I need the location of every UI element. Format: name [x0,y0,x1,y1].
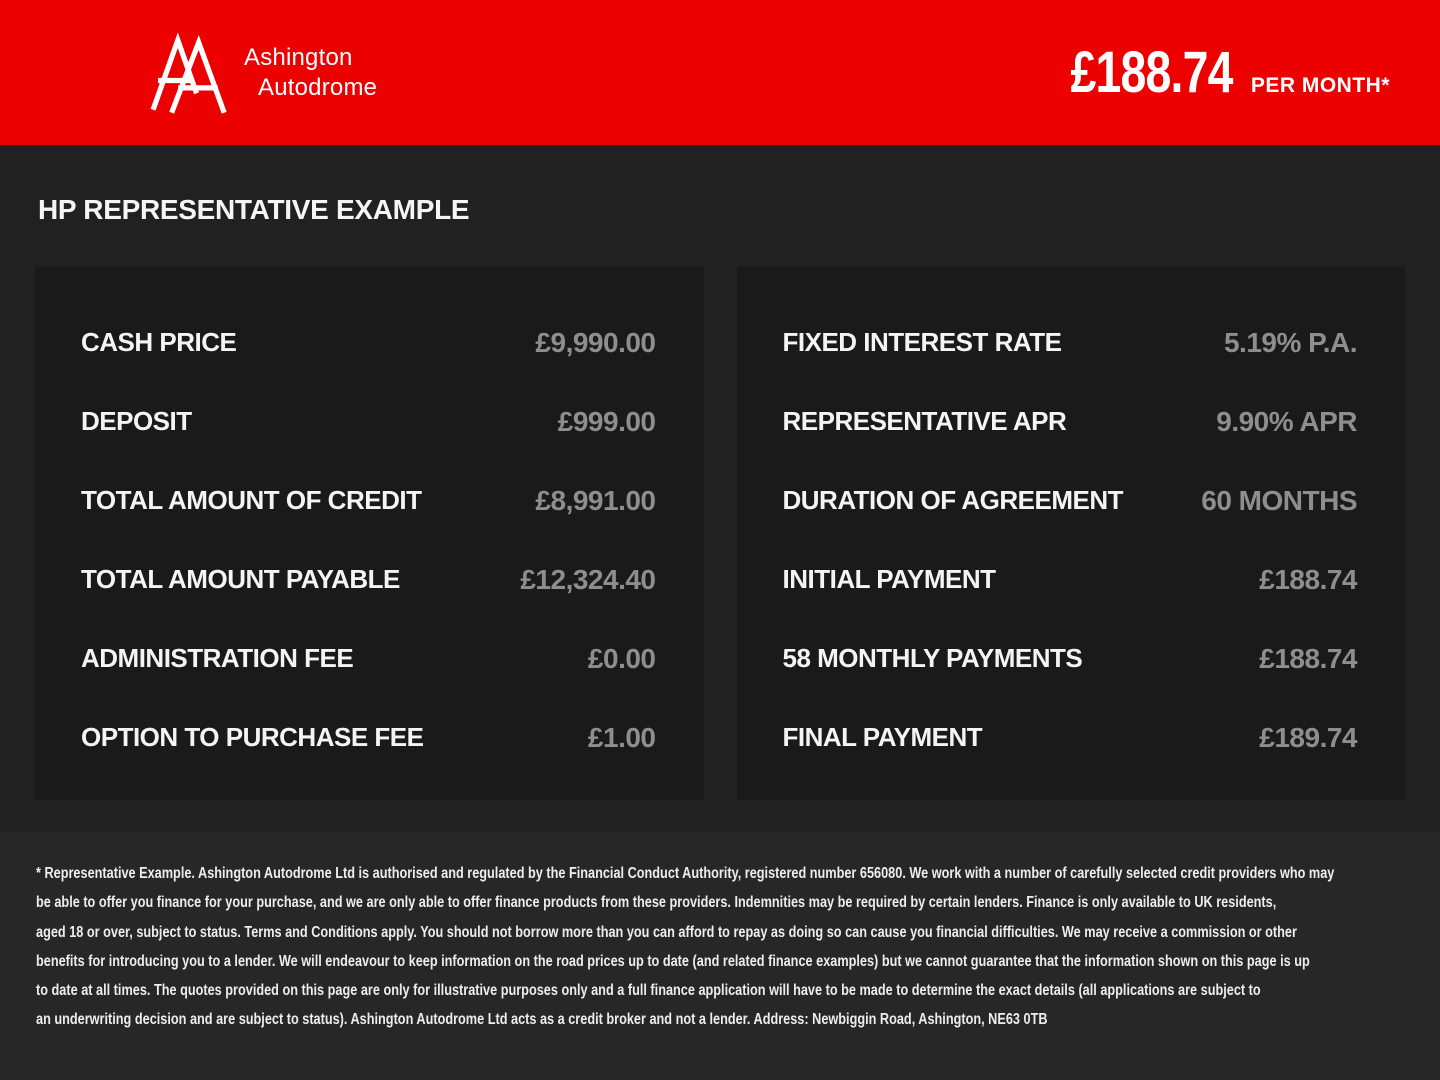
row-total-amount-of-credit [81,461,656,540]
finance-value: £1.00 [587,721,656,753]
disclaimer-line: be able to offer you finance for your purchase, and we are only able to offer finance products from these providers. Indemnities may be required by certain lenders. Finance is only available to UK residents, [36,894,1277,912]
row-duration-of-agreement [783,461,1358,540]
finance-value: £9,990.00 [535,326,656,358]
disclaimer-footer [0,832,1440,1080]
finance-panel-left [35,267,704,800]
brand-logo[interactable] [148,28,377,118]
brand-name-line2: Autodrome [258,73,378,101]
row-deposit [81,382,656,461]
row-fixed-interest-rate [783,303,1358,382]
row-cash-price [81,303,656,382]
main-content [0,145,1440,832]
finance-value: 5.19% P.A. [1223,326,1357,358]
finance-label: TOTAL AMOUNT OF CREDIT [81,485,422,515]
row-administration-fee [81,619,656,698]
header-banner [0,0,1440,145]
finance-label: INITIAL PAYMENT [782,564,996,594]
monthly-price: £188.74 [1070,40,1233,105]
finance-label: CASH PRICE [81,327,237,357]
finance-label: TOTAL AMOUNT PAYABLE [81,564,400,594]
finance-value: £999.00 [557,405,656,437]
row-final-payment [783,698,1358,777]
finance-panels [35,267,1405,800]
finance-label: DURATION OF AGREEMENT [782,485,1123,515]
finance-value: £189.74 [1259,721,1357,753]
disclaimer-line: to date at all times. The quotes provided on this page are only for illustrative purposes only and a full finance application will have to be made to determine the exact details (all applications are subject to [36,982,1261,1000]
page-title: HP REPRESENTATIVE EXAMPLE [38,194,470,225]
finance-label: 58 MONTHLY PAYMENTS [782,643,1083,673]
brand-name-line1: Ashington [244,43,353,71]
brand-monogram-icon [148,28,230,118]
disclaimer-line: an underwriting decision and are subject to status). Ashington Autodrome Ltd acts as a credit broker and not a lender. Address: Newbiggin Road, Ashington, NE63 0TB [36,1011,1048,1029]
finance-label: FINAL PAYMENT [782,722,983,752]
monthly-price-block [1030,39,1390,106]
finance-label: OPTION TO PURCHASE FEE [81,722,424,752]
finance-value: £8,991.00 [535,484,656,516]
finance-value: £12,324.40 [520,563,656,595]
finance-label: FIXED INTEREST RATE [782,327,1062,357]
finance-value: £0.00 [587,642,656,674]
finance-label: ADMINISTRATION FEE [81,643,354,673]
row-total-amount-payable [81,540,656,619]
finance-value: 9.90% APR [1216,405,1357,437]
row-initial-payment [783,540,1358,619]
finance-panel-right [737,267,1406,800]
brand-name [244,43,377,103]
disclaimer-line: * Representative Example. Ashington Autodrome Ltd is authorised and regulated by the Financial Conduct Authority, registered number 656080. We work with a number of carefully selected credit providers who may [36,865,1335,882]
finance-value: 60 MONTHS [1201,484,1357,516]
finance-value: £188.74 [1259,642,1357,674]
finance-label: REPRESENTATIVE APR [782,406,1067,436]
monthly-price-suffix: PER MONTH* [1250,74,1390,97]
row-option-to-purchase-fee [81,698,656,777]
disclaimer-line: aged 18 or over, subject to status. Terms and Conditions apply. You should not borrow more than you can afford to repay as doing so can cause you financial difficulties. We may receive a commission or other [36,923,1297,941]
disclaimer-line: benefits for introducing you to a lender. We will endeavour to keep information on the road prices up to date (and related finance examples) but we cannot guarantee that the information shown on this page is up [36,952,1310,970]
finance-value: £188.74 [1259,563,1357,595]
row-monthly-payments [783,619,1358,698]
row-representative-apr [783,382,1358,461]
finance-label: DEPOSIT [81,406,192,436]
